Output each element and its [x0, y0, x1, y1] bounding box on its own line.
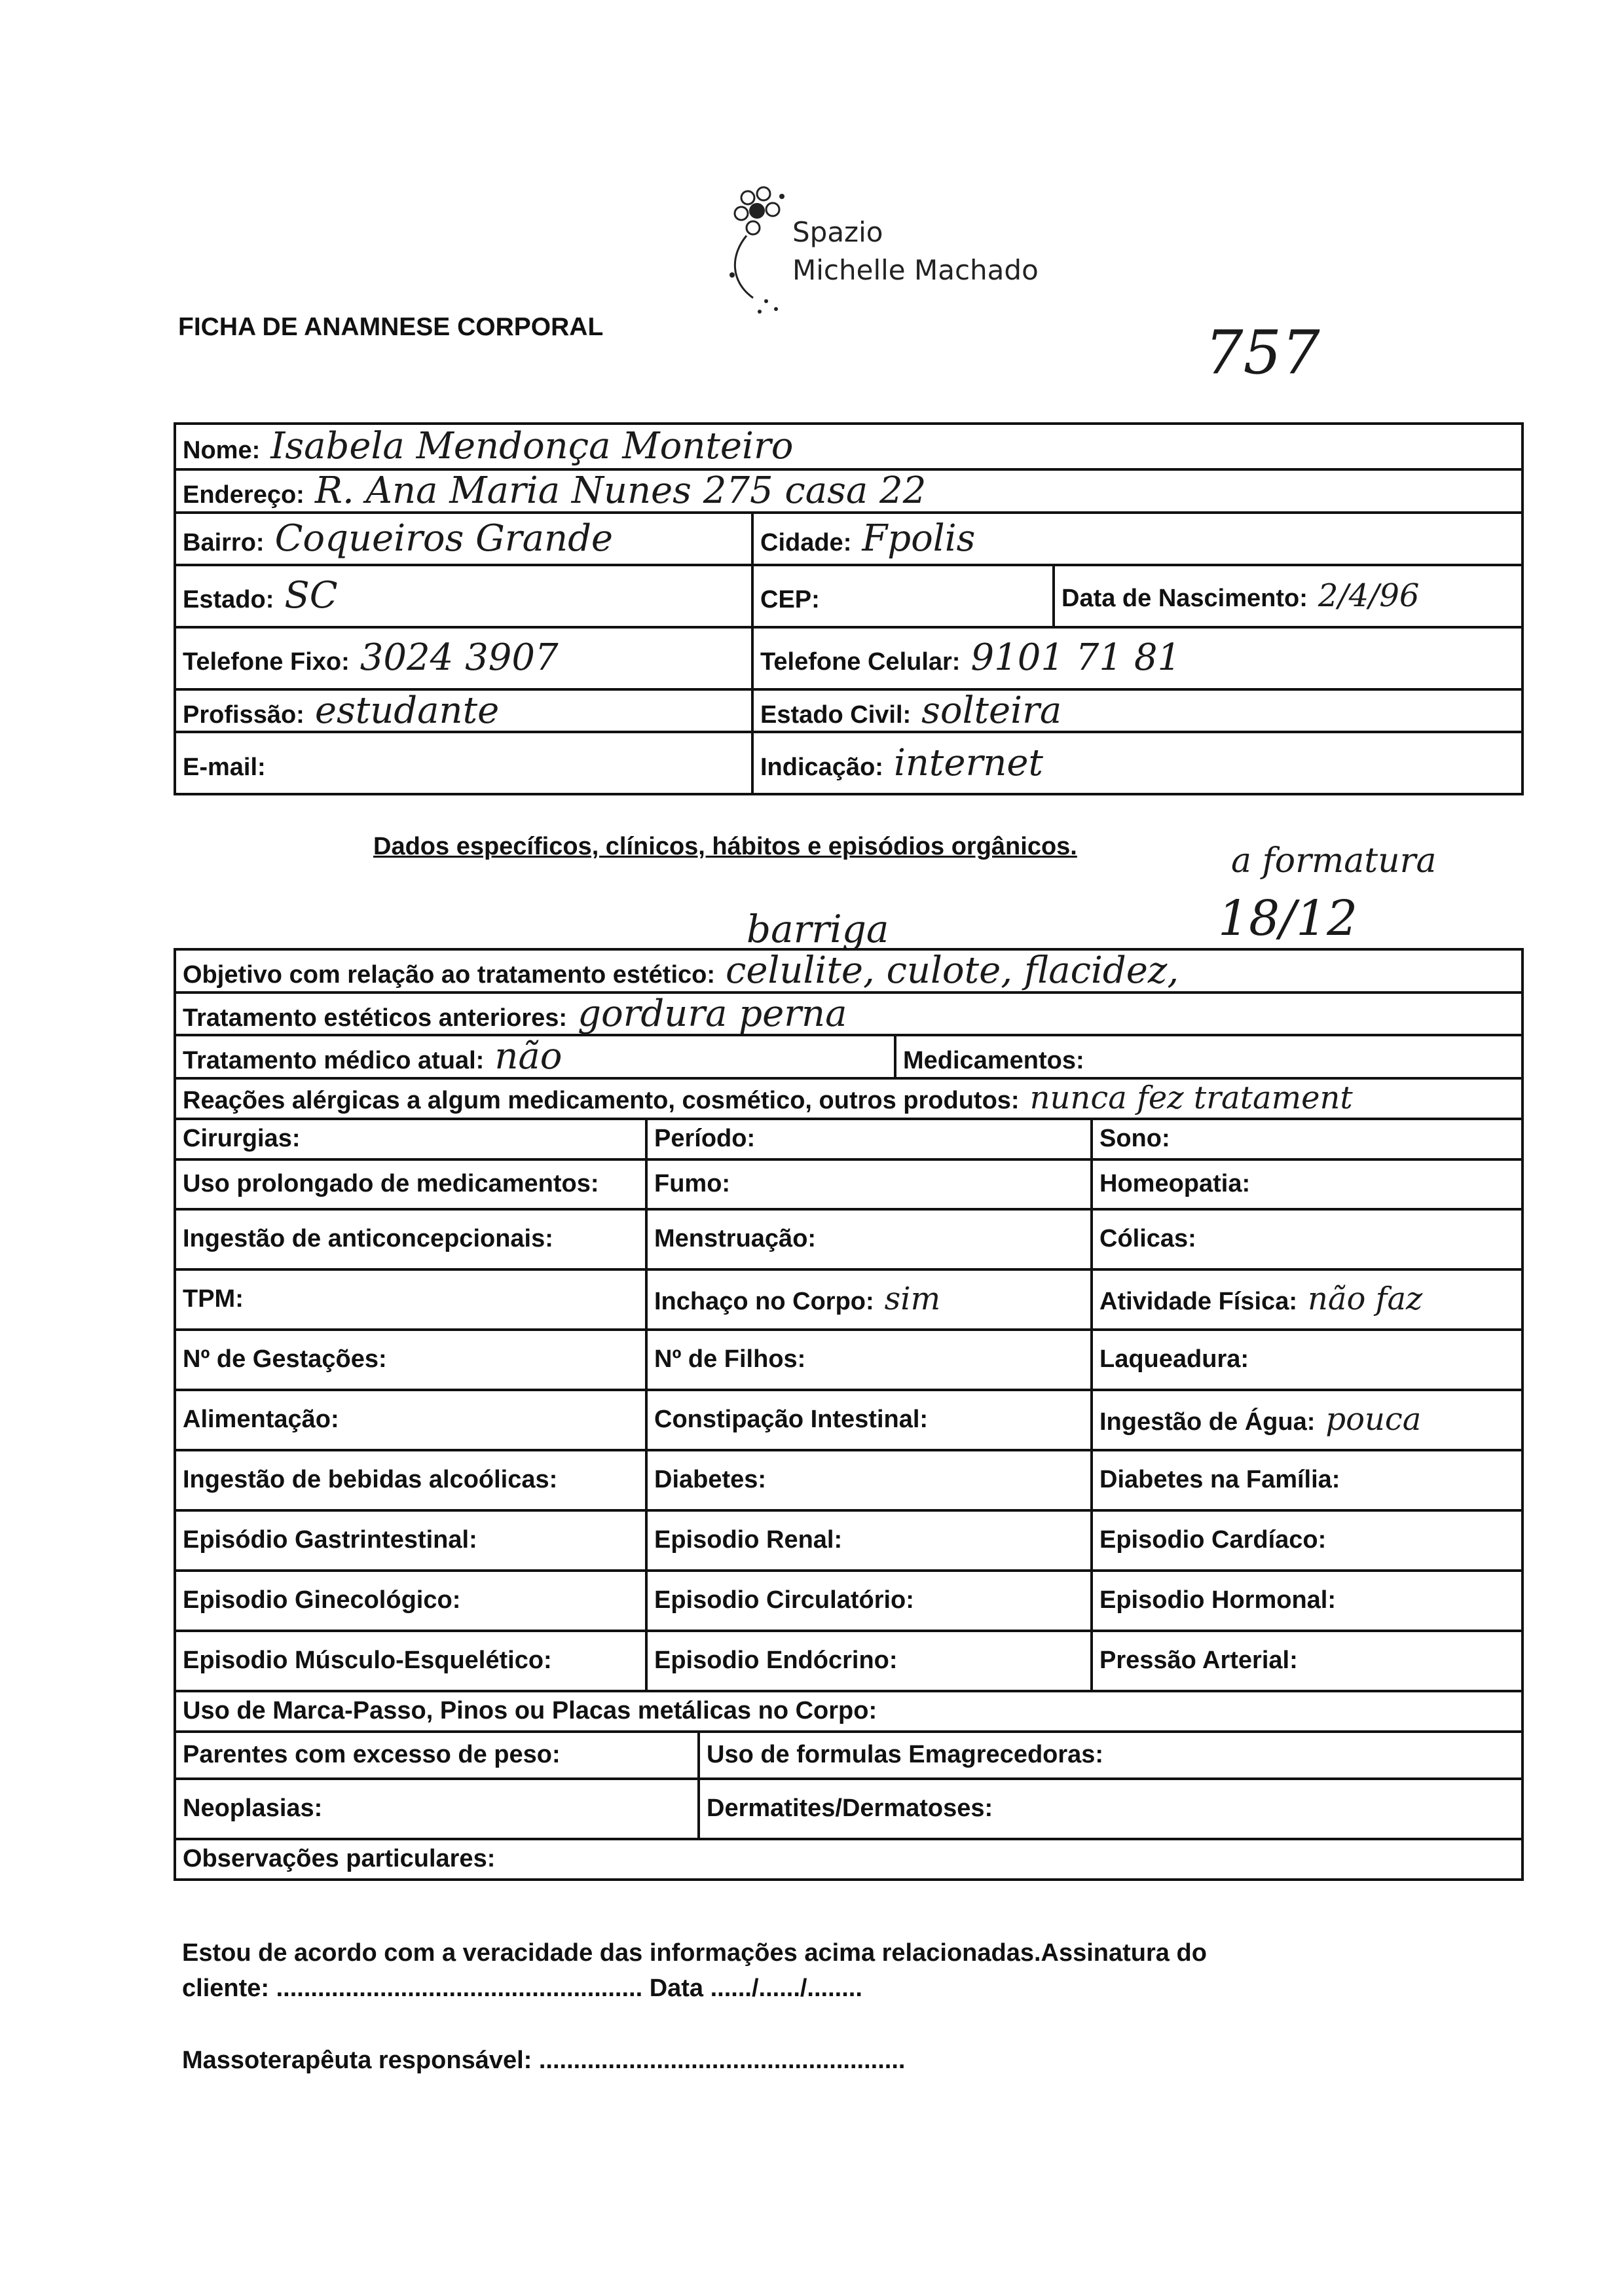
tratamentos-anteriores-field[interactable]	[175, 993, 1522, 1036]
dermatites-label: Dermatites/Dermatoses:	[707, 1794, 993, 1822]
page-title: FICHA DE ANAMNESE CORPORAL	[178, 313, 604, 341]
agua-value: pouca	[1325, 1401, 1422, 1438]
atividade-label: Atividade Física:	[1099, 1288, 1297, 1316]
tratamento-medico-field[interactable]	[175, 1035, 895, 1078]
gestacoes-label: Nº de Gestações:	[183, 1345, 387, 1373]
filhos-field[interactable]	[646, 1330, 1092, 1390]
inchaco-value: sim	[884, 1281, 941, 1318]
endocrino-field[interactable]	[646, 1631, 1092, 1691]
nascimento-value: 2/4/96	[1318, 577, 1420, 614]
tratamentos-anteriores-label: Tratamento estéticos anteriores:	[183, 1004, 568, 1032]
consent-line1: Estou de acordo com a veracidade das informações acima relacionadas.Assinatura do	[182, 1939, 1207, 1967]
email-field[interactable]	[175, 732, 752, 794]
observacoes-field[interactable]	[175, 1839, 1522, 1880]
cep-label: CEP:	[760, 586, 820, 614]
tel-fixo-label: Telefone Fixo:	[183, 648, 350, 676]
bairro-label: Bairro:	[183, 528, 265, 556]
inchaco-label: Inchaço no Corpo:	[654, 1288, 874, 1316]
musculo-label: Episodio Músculo-Esquelético:	[183, 1646, 552, 1674]
alimentacao-field[interactable]	[175, 1390, 646, 1450]
alimentacao-label: Alimentação:	[183, 1405, 339, 1433]
formulas-field[interactable]	[699, 1732, 1522, 1779]
gineco-label: Episodio Ginecológico:	[183, 1586, 461, 1614]
homeopatia-label: Homeopatia:	[1099, 1169, 1251, 1197]
formulas-label: Uso de formulas Emagrecedoras:	[707, 1740, 1104, 1768]
uso-prolongado-field[interactable]	[175, 1159, 646, 1209]
bairro-field[interactable]	[175, 513, 752, 565]
atividade-value: não faz	[1307, 1281, 1423, 1318]
agua-field[interactable]	[1092, 1390, 1522, 1450]
nome-field[interactable]	[175, 424, 1522, 469]
profissao-label: Profissão:	[183, 701, 304, 729]
menstruacao-field[interactable]	[646, 1209, 1092, 1269]
colicas-field[interactable]	[1092, 1209, 1522, 1269]
indicacao-field[interactable]	[752, 732, 1522, 794]
tpm-field[interactable]	[175, 1269, 646, 1330]
logo-line2: Michelle Machado	[792, 254, 1039, 286]
estado-civil-label: Estado Civil:	[760, 701, 912, 729]
cardiaco-field[interactable]	[1092, 1510, 1522, 1571]
cidade-value: Fpolis	[862, 517, 976, 560]
agua-label: Ingestão de Água:	[1099, 1408, 1316, 1436]
tel-fixo-field[interactable]	[175, 627, 752, 689]
medicamentos-label: Medicamentos:	[903, 1047, 1084, 1075]
estado-civil-field[interactable]	[752, 689, 1522, 733]
email-label: E-mail:	[183, 753, 266, 781]
pressao-field[interactable]	[1092, 1631, 1522, 1691]
cirurgias-field[interactable]	[175, 1119, 646, 1159]
estado-field[interactable]	[175, 565, 752, 627]
colicas-label: Cólicas:	[1099, 1224, 1196, 1252]
inchaco-field[interactable]	[646, 1269, 1092, 1330]
cep-field[interactable]	[752, 565, 1054, 627]
file-number: 757	[1205, 318, 1320, 388]
tel-fixo-value: 3024 3907	[360, 636, 559, 680]
objetivo-field[interactable]	[175, 949, 1522, 993]
estado-label: Estado:	[183, 586, 274, 614]
sono-label: Sono:	[1099, 1124, 1170, 1152]
diabetes-field[interactable]	[646, 1450, 1092, 1510]
clinical-data-table	[174, 948, 1524, 1881]
renal-field[interactable]	[646, 1510, 1092, 1571]
note-date: 18/12	[1218, 890, 1358, 947]
medicamentos-field[interactable]	[895, 1035, 1522, 1078]
reacoes-value: nunca fez tratament	[1029, 1080, 1353, 1117]
cirurgias-label: Cirurgias:	[183, 1124, 301, 1152]
anticoncepcionais-label: Ingestão de anticoncepcionais:	[183, 1224, 553, 1252]
pressao-label: Pressão Arterial:	[1099, 1646, 1298, 1674]
profissao-field[interactable]	[175, 689, 752, 733]
indicacao-label: Indicação:	[760, 753, 883, 781]
neoplasias-label: Neoplasias:	[183, 1794, 323, 1822]
circulatorio-label: Episodio Circulatório:	[654, 1586, 914, 1614]
periodo-field[interactable]	[646, 1119, 1092, 1159]
estado-civil-value: solteira	[921, 689, 1062, 732]
consent-line2: cliente: ..................................................... Data ....../....../........	[182, 1975, 862, 2002]
endocrino-label: Episodio Endócrino:	[654, 1646, 898, 1674]
diabetes-familia-label: Diabetes na Família:	[1099, 1465, 1340, 1493]
homeopatia-field[interactable]	[1092, 1159, 1522, 1209]
tpm-label: TPM:	[183, 1285, 244, 1313]
endereco-field[interactable]	[175, 469, 1522, 513]
note-barriga: barriga	[747, 907, 889, 951]
filhos-label: Nº de Filhos:	[654, 1345, 806, 1373]
parentes-field[interactable]	[175, 1732, 699, 1779]
objetivo-label: Objetivo com relação ao tratamento estético:	[183, 961, 716, 989]
circulatorio-field[interactable]	[646, 1571, 1092, 1631]
uso-prolongado-label: Uso prolongado de medicamentos:	[183, 1169, 599, 1197]
observacoes-label: Observações particulares:	[183, 1844, 496, 1872]
clinical-heading: Dados específicos, clínicos, hábitos e episódios orgânicos.	[373, 833, 1077, 860]
objetivo-value: celulite, culote, flacidez,	[726, 949, 1179, 992]
musculo-field[interactable]	[175, 1631, 646, 1691]
atividade-field[interactable]	[1092, 1269, 1522, 1330]
constipacao-label: Constipação Intestinal:	[654, 1405, 929, 1433]
tel-cel-value: 9101 71 81	[970, 636, 1181, 680]
logo	[727, 177, 1054, 334]
hormonal-label: Episodio Hormonal:	[1099, 1586, 1336, 1614]
alcool-field[interactable]	[175, 1450, 646, 1510]
dermatites-field[interactable]	[699, 1779, 1522, 1839]
tratamentos-anteriores-value: gordura perna	[578, 992, 847, 1035]
nascimento-label: Data de Nascimento:	[1061, 584, 1308, 612]
tel-cel-field[interactable]	[752, 627, 1522, 689]
tratamento-medico-label: Tratamento médico atual:	[183, 1047, 485, 1075]
gastro-field[interactable]	[175, 1510, 646, 1571]
neoplasias-field[interactable]	[175, 1779, 699, 1839]
endereco-label: Endereço:	[183, 481, 304, 509]
personal-data-table	[174, 422, 1524, 795]
gastro-label: Episódio Gastrintestinal:	[183, 1525, 477, 1554]
nascimento-field[interactable]	[1054, 565, 1522, 627]
cidade-field[interactable]	[752, 513, 1522, 565]
marcapasso-label: Uso de Marca-Passo, Pinos ou Placas metálicas no Corpo:	[183, 1696, 877, 1724]
endereco-value: R. Ana Maria Nunes 275 casa 22	[314, 469, 927, 512]
logo-line1: Spazio	[792, 216, 883, 248]
reacoes-label: Reações alérgicas a algum medicamento, cosmético, outros produtos:	[183, 1087, 1020, 1115]
laqueadura-label: Laqueadura:	[1099, 1345, 1249, 1373]
menstruacao-label: Menstruação:	[654, 1224, 817, 1252]
note-formatura: a formatura	[1231, 841, 1437, 881]
diabetes-label: Diabetes:	[654, 1465, 767, 1493]
indicacao-value: internet	[893, 741, 1044, 784]
fumo-field[interactable]	[646, 1159, 1092, 1209]
anticoncepcionais-field[interactable]	[175, 1209, 646, 1269]
hormonal-field[interactable]	[1092, 1571, 1522, 1631]
fumo-label: Fumo:	[654, 1169, 731, 1197]
cidade-label: Cidade:	[760, 528, 852, 556]
bairro-value: Coqueiros Grande	[274, 517, 614, 560]
tratamento-medico-value: não	[494, 1035, 563, 1078]
nome-value: Isabela Mendonça Monteiro	[270, 425, 794, 468]
marcapasso-field[interactable]	[175, 1691, 1522, 1732]
tel-cel-label: Telefone Celular:	[760, 648, 961, 676]
periodo-label: Período:	[654, 1124, 756, 1152]
parentes-label: Parentes com excesso de peso:	[183, 1740, 561, 1768]
renal-label: Episodio Renal:	[654, 1525, 843, 1554]
gineco-field[interactable]	[175, 1571, 646, 1631]
massoterapeuta-line: Massoterapêuta responsável: .....................................................	[182, 2047, 906, 2074]
profissao-value: estudante	[314, 689, 500, 732]
laqueadura-field[interactable]	[1092, 1330, 1522, 1390]
cardiaco-label: Episodio Cardíaco:	[1099, 1525, 1327, 1554]
constipacao-field[interactable]	[646, 1390, 1092, 1450]
estado-value: SC	[284, 574, 338, 617]
diabetes-familia-field[interactable]	[1092, 1450, 1522, 1510]
sono-field[interactable]	[1092, 1119, 1522, 1159]
gestacoes-field[interactable]	[175, 1330, 646, 1390]
nome-label: Nome:	[183, 437, 261, 465]
alcool-label: Ingestão de bebidas alcoólicas:	[183, 1465, 558, 1493]
reacoes-field[interactable]	[175, 1078, 1522, 1119]
